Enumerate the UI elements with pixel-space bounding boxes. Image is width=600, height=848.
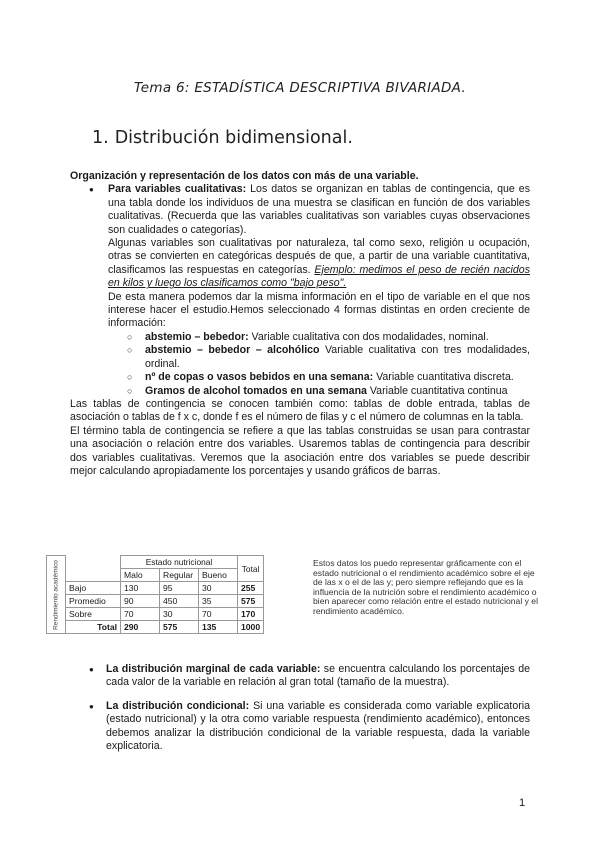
table-row: [47, 608, 264, 621]
row-label: Bajo: [66, 582, 121, 595]
contingency-table: [46, 555, 264, 634]
table-footer-row: [47, 621, 264, 634]
table-row: [47, 595, 264, 608]
sub-item-text: Variable cualitativa con tres modalidades, ordinal.: [145, 344, 530, 370]
sub-item: [70, 385, 530, 398]
bullet-conditional-text: Si una variable es considerada como variable explicatoria (estado nutricional) y la otra como variable respuesta (rendimiento académico), entonces debemos analizar la distribución condicional de la variable respuesta, dada la variable explicatoria.: [106, 700, 531, 753]
row-label: Sobre: [66, 608, 121, 621]
row-total: 255: [238, 582, 264, 595]
sub-item-bold: nº de copas o vasos bebidos en una semana:: [145, 371, 374, 384]
table-row: [47, 582, 264, 595]
total-header: Total: [238, 556, 264, 582]
table-cell: 95: [160, 582, 199, 595]
distribution-bullets: [70, 652, 530, 764]
table-cell: 30: [160, 608, 199, 621]
side-note: Estos datos los puedo representar gráficamente con el estado nutricional o el rendimiento académico sobre el eje de las x o el de las y; pero siempre reflejando que es la influencia de la nutrición sobre el rendimiento académico o bien aparecer como relación entre el estado nutricional y el rendimiento académico.: [313, 558, 538, 616]
table-cell: 30: [199, 582, 238, 595]
paragraph-contingency-names: Las tablas de contingencia se conocen también como: tablas de doble entrada, tablas de asociación o tablas de f x c, donde f es el número de filas y c el número de columnas en la tabla.: [70, 397, 530, 424]
sub-item-text: Variable cuantitativa discreta.: [373, 371, 514, 384]
column-header: Bueno: [199, 569, 238, 582]
footer-cell: 135: [199, 621, 238, 634]
table-cell: 90: [121, 595, 160, 608]
bullet-marginal-text: se encuentra calculando los porcentajes de cada valor de la variable en relación al gran total (tamaño de la muestra).: [106, 662, 531, 688]
main-content: [70, 170, 530, 478]
contingency-table-image: [46, 555, 306, 641]
row-label: Promedio: [66, 595, 121, 608]
paragraph-natural-variables: [70, 237, 530, 291]
bullet-qualitative-bold: Para variables cualitativas:: [108, 183, 247, 196]
sub-item-bold: abstemio – bebedor:: [145, 330, 249, 343]
sub-item-bold: abstemio – bebedor – alcohólico: [145, 344, 320, 357]
paragraph-contingency-meaning: El término tabla de contingencia se refiere a que las tablas construidas se usan para contrastar una asociación o relación entre dos variables. Usaremos tablas de contingencia para describir dos variables cualitativas. Veremos que la asociación entre dos variables se puede describir mejor calculando apropiadamente los porcentajes y usando gráficos de barras.: [70, 424, 530, 477]
sub-item: [70, 344, 530, 371]
section-title: Distribución bidimensional.: [114, 128, 353, 148]
column-header: Regular: [160, 569, 199, 582]
section-number: 1.: [92, 128, 109, 148]
row-total: 575: [238, 595, 264, 608]
bullet-qualitative-text: Los datos se organizan en tablas de contingencia, que es una tabla donde los individuos de una muestra se clasifican en función de dos variables cualitativas. (Recuerda que las variables cualitativas son variables cuyas observaciones son cualidades o categorías).: [108, 183, 530, 236]
footer-cell: 290: [121, 621, 160, 634]
sub-item-text: Variable cuantitativa continua: [366, 384, 508, 397]
topic-title: Tema 6: ESTADÍSTICA DESCRIPTIVA BIVARIADA.: [133, 80, 467, 96]
bullet-conditional: [70, 700, 530, 754]
column-header: Malo: [121, 569, 160, 582]
bullet-conditional-bold: La distribución condicional:: [106, 700, 250, 712]
table-cell: 450: [160, 595, 199, 608]
sub-item: [70, 331, 530, 344]
section-heading: [92, 128, 353, 148]
page-number: 1: [519, 797, 526, 809]
row-total: 170: [238, 608, 264, 621]
sub-item-bold: Gramos de alcohol tomados en una semana: [145, 384, 367, 397]
row-variable-label: Rendimiento académico: [47, 556, 66, 634]
bullet-marginal: [70, 663, 530, 690]
column-variable-label: Estado nutricional: [121, 556, 238, 569]
example-text: Ejemplo: medimos el peso de recién nacidos en kilos y luego los clasificamos como "bajo peso".: [108, 263, 530, 290]
table-cell: 35: [199, 595, 238, 608]
bullet-qualitative: [70, 183, 530, 237]
table-cell: 130: [121, 582, 160, 595]
paragraph-natural-variables-text: Algunas variables son cualitativas por naturaleza, tal como sexo, religión u ocupación, otras se convierten en categóricas después de que, a partir de una variable cuantitativa, clasificamos las respuestas en categorías.: [108, 237, 530, 276]
paragraph-forms: De esta manera podemos dar la misma información en el tipo de variable en el que nos interese hacer el estudio.Hemos seleccionado 4 formas distintas en orden creciente de información:: [108, 290, 530, 330]
table-cell: 70: [121, 608, 160, 621]
table-cell: 70: [199, 608, 238, 621]
grand-total: 1000: [238, 621, 264, 634]
intro-heading: Organización y representación de los datos con más de una variable.: [70, 170, 419, 182]
sub-item-text: Variable cualitativa con dos modalidades, nominal.: [248, 330, 489, 343]
footer-cell: 575: [160, 621, 199, 634]
footer-label: Total: [66, 621, 121, 634]
sub-item: [70, 371, 530, 384]
bullet-marginal-bold: La distribución marginal de cada variable:: [106, 662, 321, 675]
